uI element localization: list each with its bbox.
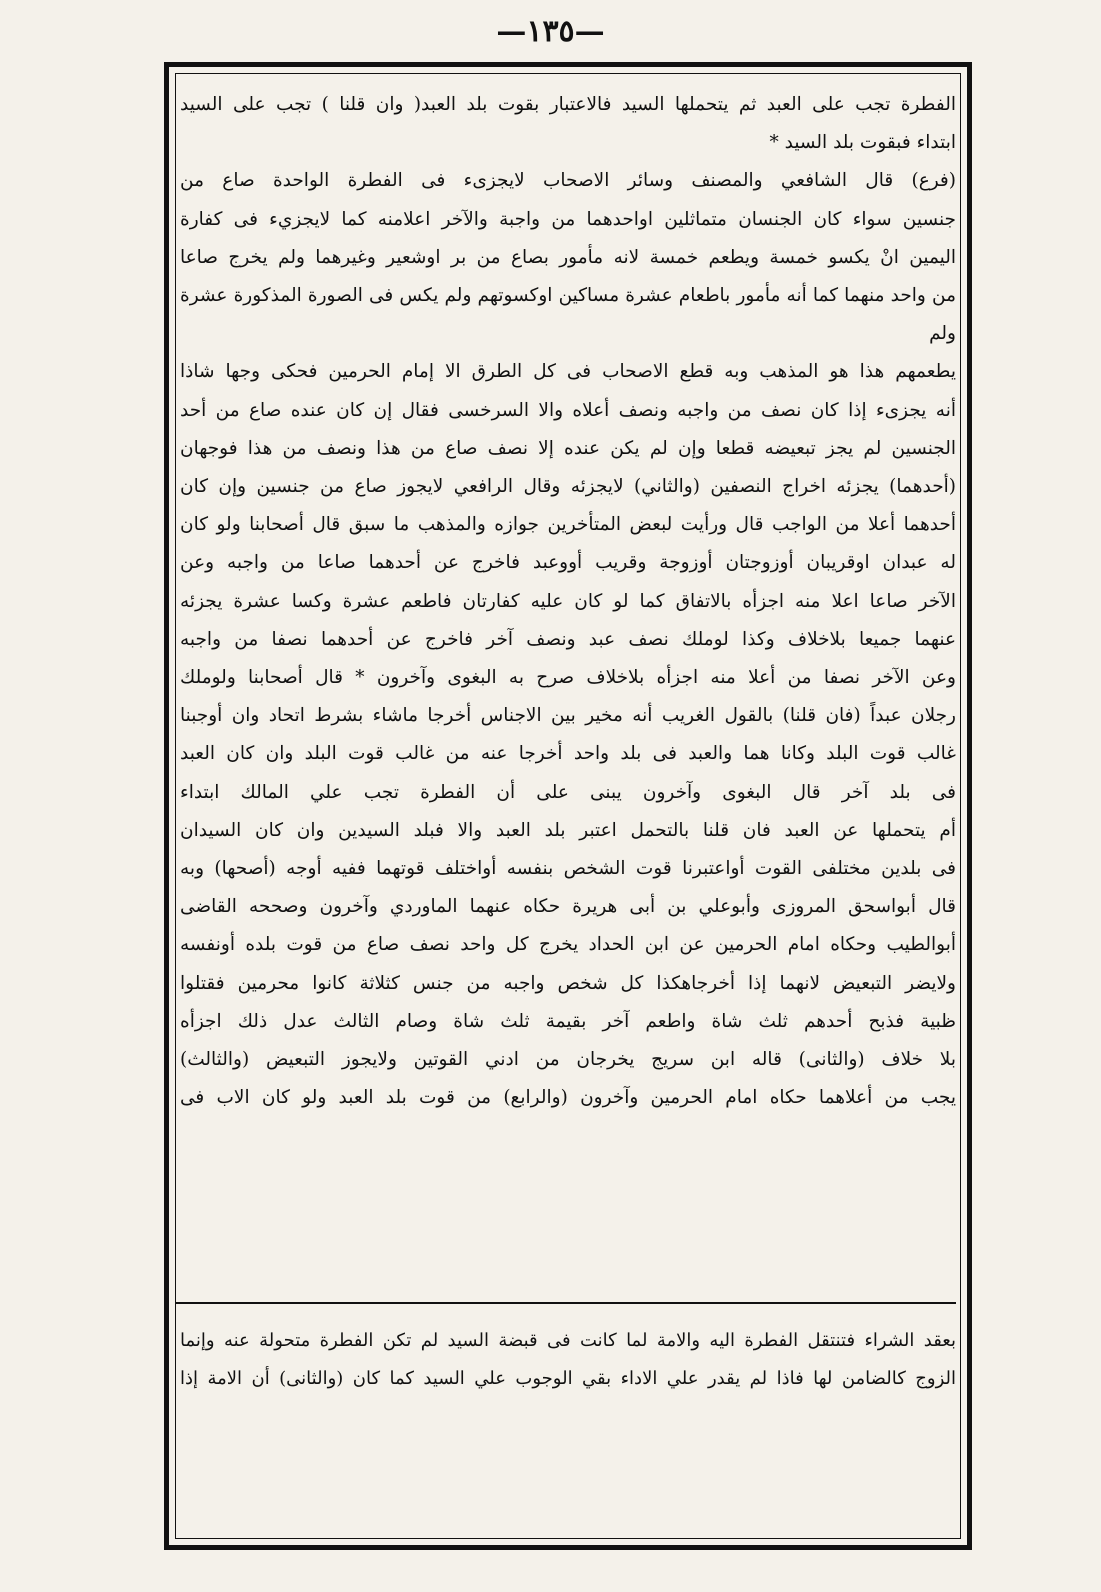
text-line-6: من واحد منهما كما أنه مأمور باطعام عشرة مساكين اوكسوتهم ولم يكس فى الصورة المذكورة عشرة ولم [180, 285, 956, 345]
text-line-18: فى بلد آخر قال البغوى وآخرون يبنى على أن الفطرة تجب علي المالك ابتداء [180, 781, 956, 803]
text-line-19: أم يتحملها عن العبد فان قلنا بالتحمل اعتبر بلد العبد والا فبلد السيدين وان كان السيدان [180, 819, 956, 841]
text-line-3: (فرع) قال الشافعي والمصنف وسائر الاصحاب لايجزىء فى الفطرة الواحدة صاع من [180, 170, 956, 192]
text-line-17: غالب قوت البلد وكانا هما والعبد فى بلد واحد أخرجا عنه من غالب قوت البلد وان كان العبد [180, 743, 956, 765]
text-line-2: ابتداء فبقوت بلد السيد * [769, 132, 956, 154]
text-line-13: الآخر صاعا اعلا منه اجزأه بالاتفاق كما لو كان عليه كفارتان فاطعم عشرة وكسا عشرة يجزئه [180, 590, 956, 612]
text-line-20: فى بلدين مختلفى القوت أواعتبرنا قوت الشخص بنفسه أواختلف قوتهما ففيه أوجه (أصحها) وبه [180, 858, 956, 880]
text-line-26: يجب من أعلاهما حكاه امام الحرمين وآخرون (والرابع) من قوت بلد العبد ولو كان الاب فى [180, 1087, 956, 1109]
text-line-10: (أحدهما) يجزئه اخراج النصفين (والثاني) لايجزئه وقال الرافعي لايجوز صاع من جنسين وإن كان [180, 476, 956, 498]
footnote-body [180, 1322, 956, 1398]
text-line-1: الفطرة تجب على العبد ثم يتحملها السيد فالاعتبار بقوت بلد العبد( وان قلنا ) تجب على السيد [180, 94, 956, 115]
main-text-body [180, 86, 956, 1117]
text-line-8: أنه يجزىء إذا كان نصف من واجبه ونصف أعلاه والا السرخسى فقال إن كان عنده صاع من أحد [180, 399, 956, 421]
text-line-7: يطعمهم هذا هو المذهب وبه قطع الاصحاب فى كل الطرق الا إمام الحرمين فحكى وجها شاذا [180, 361, 956, 383]
footnote-divider [176, 1302, 956, 1304]
footnote-line-2: الزوج كالضامن لها فاذا لم يقدر علي الاداء بقي الوجوب علي السيد كما كان (والثانى) أن الامة إذا [180, 1368, 956, 1389]
page-number: —١٣٥— [496, 14, 605, 49]
text-line-21: قال أبواسحق المروزى وأبوعلي بن أبى هريرة حكاه عنهما الماوردي وآخرون وصححه القاضى [180, 896, 956, 918]
footnote-line-1: بعقد الشراء فتنتقل الفطرة اليه والامة لما كانت فى قبضة السيد لم تكن الفطرة متحولة عنه وإنما [180, 1330, 956, 1351]
text-line-16: رجلان عبداً (فان قلنا) بالقول الغريب أنه مخير بين الاجناس أخرجا ماشاء بشرط اتحاد وان أوجبنا [180, 705, 956, 727]
text-line-11: أحدهما أعلا من الواجب قال ورأيت لبعض المتأخرين جوازه والمذهب ما سبق قال أصحابنا ولو كان [180, 514, 956, 536]
text-line-14: عنهما جميعا بلاخلاف وكذا لوملك نصف عبد ونصف آخر فاخرج عن أحدهما نصفا من واجبه [180, 628, 956, 650]
text-line-25: بلا خلاف (والثانى) قاله ابن سريج يخرجان من ادني القوتين ولايجوز التبعيض (والثالث) [180, 1049, 956, 1071]
text-line-15: وعن الآخر نصفا من أعلا منه اجزأه بلاخلاف صرح به البغوى وآخرون * قال أصحابنا ولوملك [180, 667, 956, 689]
text-line-4: جنسين سواء كان الجنسان متماثلين اواحدهما من واجبة والآخر اعلامنه كما لايجزيء فى كفارة [180, 208, 956, 230]
text-line-5: اليمين انْ يكسو خمسة ويطعم خمسة لانه مأمور بصاع من بر اوشعير وغيرهما ولم يخرج صاعا [180, 246, 956, 268]
text-line-22: أبوالطيب وحكاه امام الحرمين عن ابن الحداد يخرج كل واحد نصف صاع من قوت بلده أونفسه [180, 934, 956, 956]
text-line-24: ظبية فذبح أحدهم ثلث شاة واطعم آخر بقيمة ثلث شاة وصام الثالث عدل ذلك اجزأه [180, 1010, 956, 1032]
text-line-12: له عبدان اوقريبان أوزوجتان أوزوجة وقريب أووعبد فاخرج عن أحدهما صاعا من واجبه وعن [180, 552, 956, 574]
text-line-9: الجنسين لم يجز تبعيضه قطعا وإن لم يكن عنده إلا نصف صاع من هذا ونصف من هذا فوجهان [180, 437, 956, 459]
text-line-23: ولايضر التبعيض لانهما إذا أخرجاهكذا كل شخص واجبه من جنس كثلاثة كانوا محرمين فقتلوا [180, 972, 956, 994]
